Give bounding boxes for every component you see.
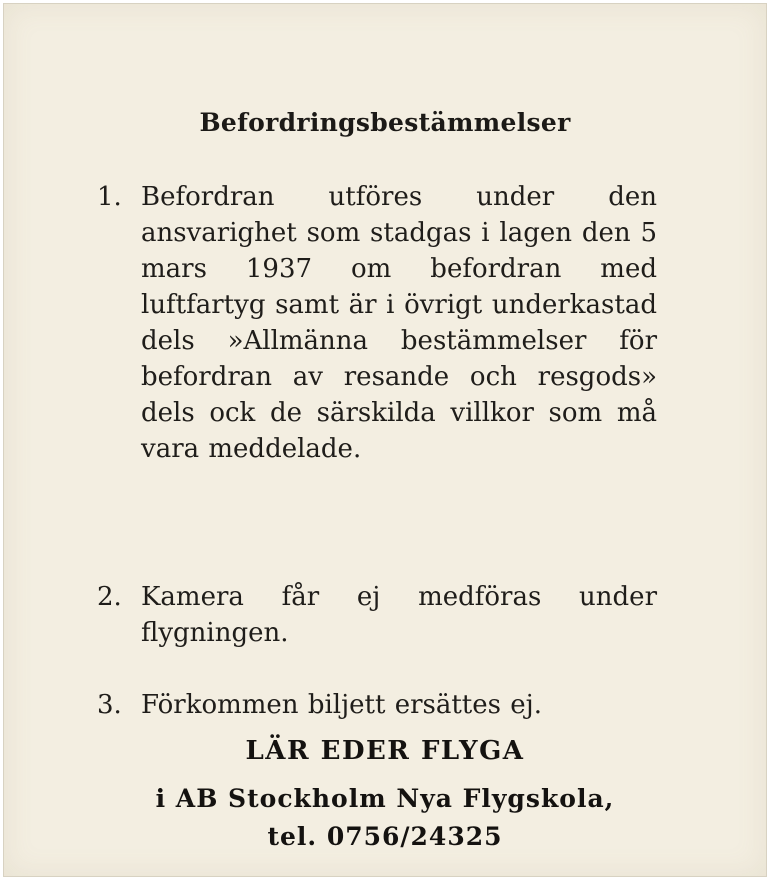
- rule-item-3: [97, 687, 657, 723]
- footer-slogan: LÄR EDER FLYGA: [245, 736, 525, 766]
- rule-item-2: [97, 579, 657, 651]
- rule-text: Kamera får ej medföras under flygningen.: [141, 582, 657, 648]
- rule-number: 3.: [97, 690, 122, 720]
- ticket-card: [3, 3, 767, 877]
- heading: Befordringsbestämmelser: [199, 108, 571, 137]
- rule-text: Förkommen biljett ersättes ej.: [141, 690, 542, 720]
- rule-item-1: [97, 179, 657, 467]
- rule-text: Befordran utföres under den ansvarighet som stadgas i lagen den 5 mars 1937 om befordran med luftfartyg samt är i övrigt underkastad dels »Allmänna bestämmelser för befordran av resande och resgods» dels ock de särskilda villkor som må vara meddelade.: [141, 182, 657, 464]
- rule-number: 1.: [97, 182, 122, 212]
- rule-number: 2.: [97, 582, 122, 612]
- footer-company: i AB Stockholm Nya Flygskola,: [155, 784, 615, 813]
- footer-phone: tel. 0756/24325: [267, 822, 503, 851]
